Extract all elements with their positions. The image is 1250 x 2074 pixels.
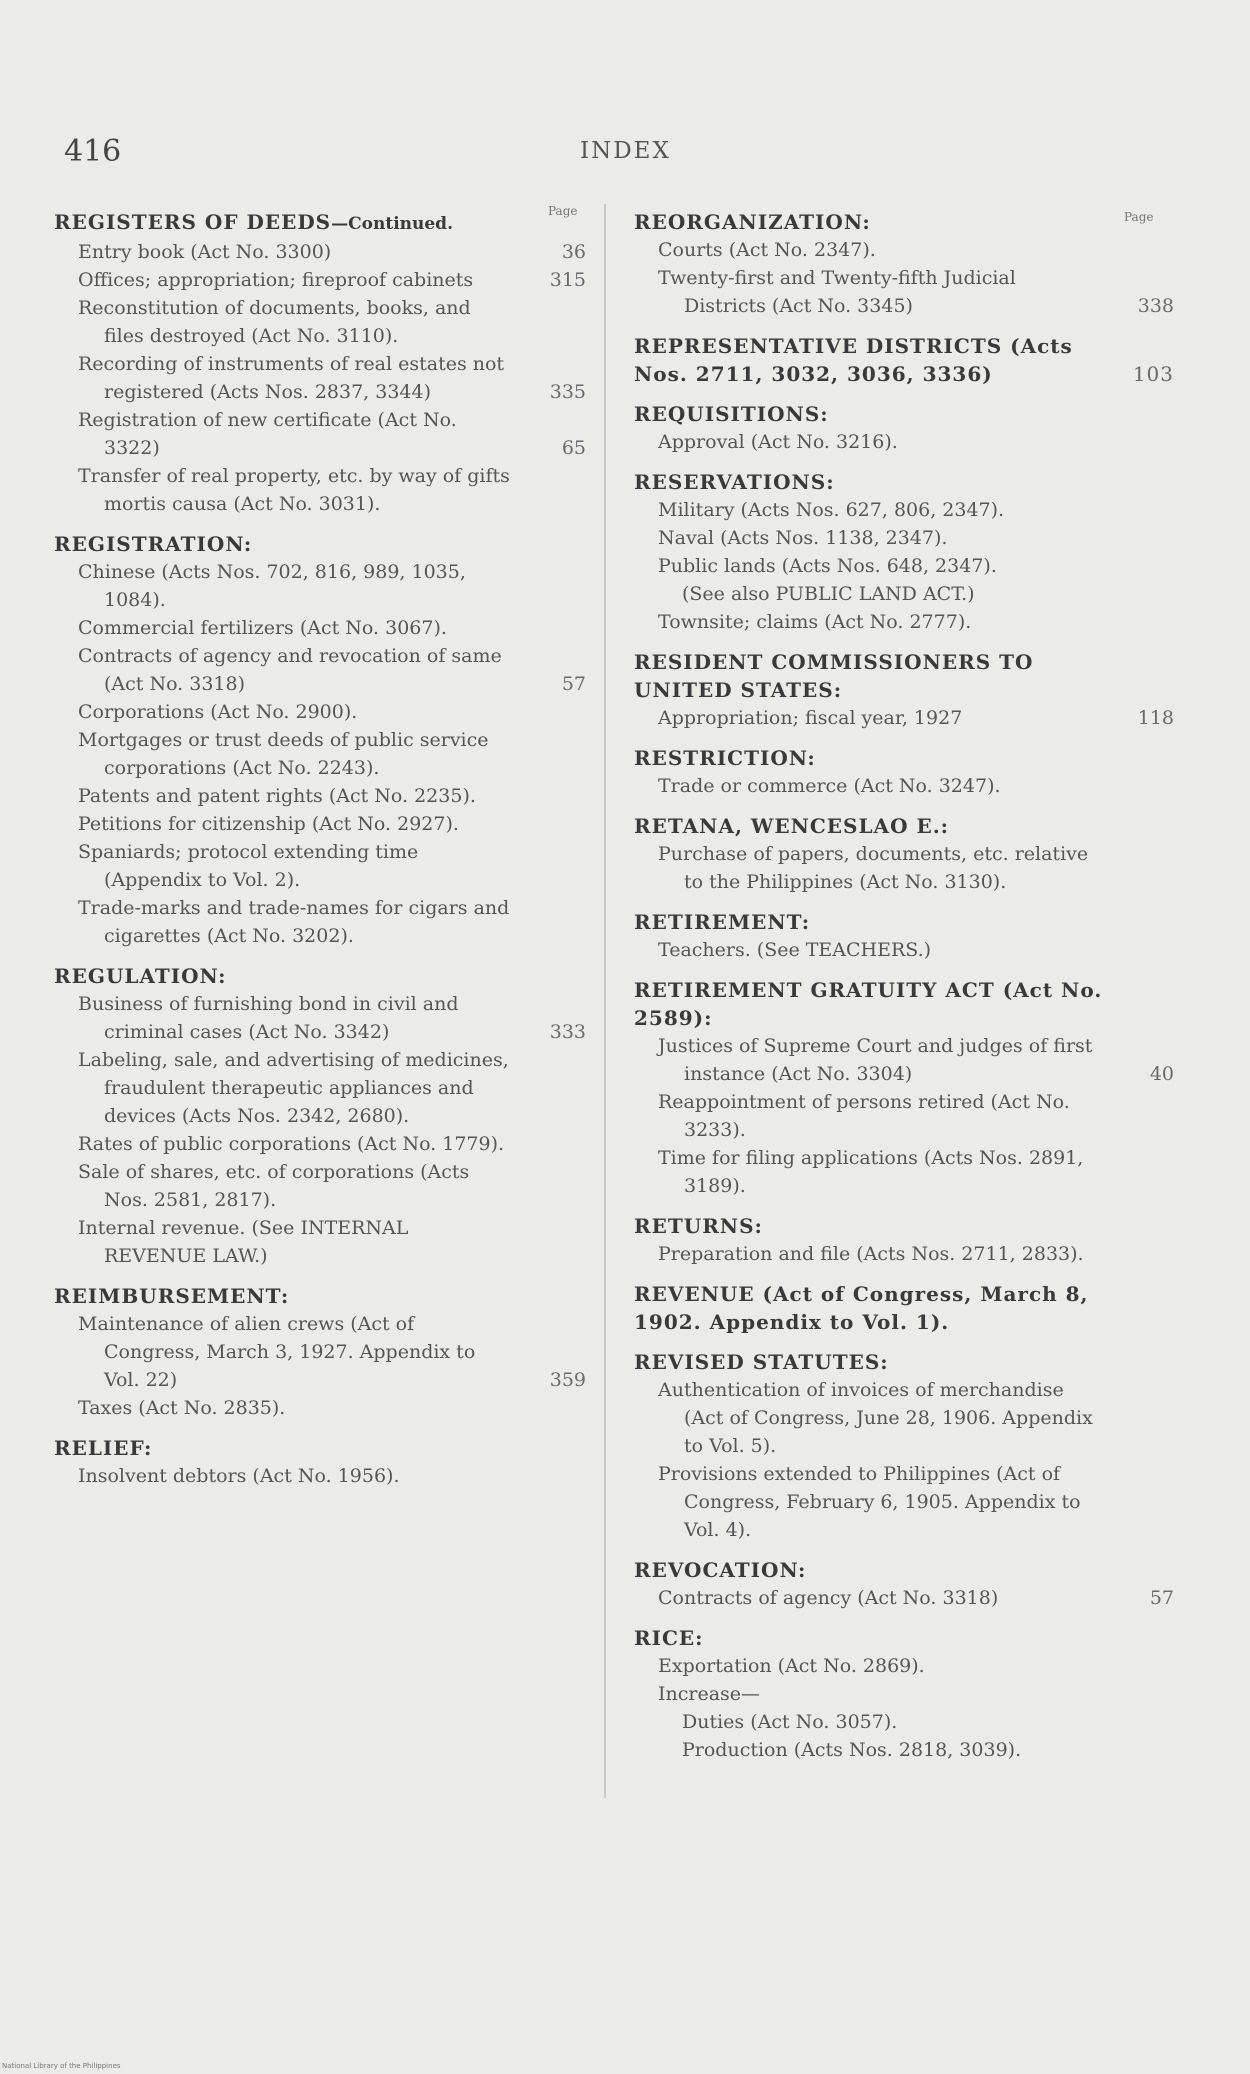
right-column bbox=[634, 196, 1174, 1764]
index-heading bbox=[634, 976, 1174, 1032]
index-entry-list bbox=[634, 428, 1174, 456]
index-entry-list bbox=[634, 496, 1174, 636]
index-entry-text: Public lands (Acts Nos. 648, 2347). bbox=[658, 555, 997, 577]
index-heading bbox=[634, 468, 1174, 496]
index-entry-text: Exportation (Act No. 2869). bbox=[658, 1655, 925, 1677]
index-heading bbox=[634, 744, 1174, 772]
index-entry bbox=[54, 558, 586, 614]
index-entry bbox=[54, 614, 586, 642]
index-entry-text: Teachers. (See TEACHERS.) bbox=[658, 939, 932, 961]
index-entry-list bbox=[634, 704, 1174, 732]
index-entry-text: Trade-marks and trade-names for cigars and cigarettes (Act No. 3202). bbox=[78, 897, 510, 947]
index-entry-text: Internal revenue. (See INTERNAL REVENUE LAW.) bbox=[78, 1217, 409, 1267]
running-head: INDEX bbox=[580, 138, 671, 164]
index-entry bbox=[54, 726, 586, 782]
index-heading-text: RETANA, WENCESLAO E.: bbox=[634, 814, 950, 838]
index-entry-list bbox=[634, 1376, 1174, 1544]
index-heading-text: REQUISITIONS: bbox=[634, 402, 829, 426]
index-entry bbox=[634, 496, 1174, 524]
index-entry-list bbox=[634, 236, 1174, 320]
index-entry bbox=[634, 580, 1174, 608]
index-entry-text: Rates of public corporations (Act No. 1779). bbox=[78, 1133, 505, 1155]
index-entry-list bbox=[54, 1310, 586, 1422]
index-heading-text: REORGANIZATION: bbox=[634, 210, 871, 234]
index-entry-text: Business of furnishing bond in civil and criminal cases (Act No. 3342) bbox=[78, 993, 459, 1043]
index-entry-text: Reappointment of persons retired (Act No. 3233). bbox=[658, 1091, 1070, 1141]
index-heading-text: REIMBURSEMENT: bbox=[54, 1284, 290, 1308]
index-heading bbox=[54, 1434, 586, 1462]
index-entry bbox=[54, 894, 586, 950]
index-entry-text: Justices of Supreme Court and judges of first instance (Act No. 3304) bbox=[658, 1035, 1093, 1085]
index-entry bbox=[54, 1158, 586, 1214]
index-entry bbox=[634, 1144, 1174, 1200]
page-column-label: Page bbox=[1124, 210, 1154, 224]
page-reference: 65 bbox=[561, 437, 586, 459]
index-heading-text: REVISED STATUTES: bbox=[634, 1350, 889, 1374]
index-entry-text: Entry book (Act No. 3300) bbox=[78, 241, 332, 263]
index-heading bbox=[634, 1348, 1174, 1376]
index-entry-text: Courts (Act No. 2347). bbox=[658, 239, 876, 261]
index-entry-text: Spaniards; protocol extending time (Appendix to Vol. 2). bbox=[78, 841, 419, 891]
index-entry-list bbox=[634, 936, 1174, 964]
index-entry-text: Taxes (Act No. 2835). bbox=[78, 1397, 286, 1419]
index-entry-list bbox=[634, 840, 1174, 896]
index-heading bbox=[634, 908, 1174, 936]
index-entry-text: Increase— bbox=[658, 1683, 761, 1705]
index-entry bbox=[54, 1214, 586, 1270]
index-entry-list bbox=[54, 558, 586, 950]
index-entry-text: Mortgages or trust deeds of public service corporations (Act No. 2243). bbox=[78, 729, 489, 779]
index-heading bbox=[634, 1624, 1174, 1652]
index-entry-text: Petitions for citizenship (Act No. 2927). bbox=[78, 813, 459, 835]
index-heading-text: REPRESENTATIVE DISTRICTS (Acts Nos. 2711, 3032, 3036, 3336) bbox=[634, 334, 1073, 386]
index-entry bbox=[54, 462, 586, 518]
index-entry-text: Authentication of invoices of merchandise (Act of Congress, June 28, 1906. Appendix to Vol. 5). bbox=[658, 1379, 1093, 1457]
index-heading-text: REGULATION: bbox=[54, 964, 227, 988]
index-entry bbox=[54, 238, 586, 266]
index-entry bbox=[54, 1310, 586, 1394]
index-entry-text: Trade or commerce (Act No. 3247). bbox=[658, 775, 1001, 797]
index-entry-text: Transfer of real property, etc. by way of gifts mortis causa (Act No. 3031). bbox=[78, 465, 510, 515]
index-entry bbox=[634, 236, 1174, 264]
index-entry-text: Recording of instruments of real estates not registered (Acts Nos. 2837, 3344) bbox=[78, 353, 505, 403]
index-heading-text: RELIEF: bbox=[54, 1436, 153, 1460]
index-entry bbox=[54, 1394, 586, 1422]
index-heading bbox=[634, 400, 1174, 428]
index-entry-text: Preparation and file (Acts Nos. 2711, 2833). bbox=[658, 1243, 1084, 1265]
index-heading bbox=[54, 208, 586, 238]
index-heading bbox=[634, 1556, 1174, 1584]
index-entry-text: Labeling, sale, and advertising of medicines, fraudulent therapeutic appliances and devices (Acts Nos. 2342, 2680). bbox=[78, 1049, 509, 1127]
index-heading-text: REVOCATION: bbox=[634, 1558, 807, 1582]
index-heading bbox=[634, 812, 1174, 840]
index-entry bbox=[634, 1680, 1174, 1708]
index-entry bbox=[54, 1046, 586, 1130]
index-entry bbox=[634, 1376, 1174, 1460]
left-column bbox=[54, 196, 586, 1490]
index-entry-text: Registration of new certificate (Act No. 3322) bbox=[78, 409, 457, 459]
index-heading bbox=[634, 1212, 1174, 1240]
index-entry bbox=[54, 698, 586, 726]
index-heading-text: RESTRICTION: bbox=[634, 746, 816, 770]
index-heading-text: RESIDENT COMMISSIONERS TO UNITED STATES: bbox=[634, 650, 1034, 702]
index-entry bbox=[54, 266, 586, 294]
index-entry bbox=[634, 1584, 1174, 1612]
page-number: 416 bbox=[64, 134, 122, 169]
page-reference: 57 bbox=[561, 673, 586, 695]
index-entry bbox=[634, 936, 1174, 964]
index-entry-list bbox=[54, 990, 586, 1270]
index-entry bbox=[634, 840, 1174, 896]
page-reference: 315 bbox=[549, 269, 586, 291]
index-entry-text: Military (Acts Nos. 627, 806, 2347). bbox=[658, 499, 1005, 521]
index-entry bbox=[54, 294, 586, 350]
index-heading bbox=[54, 530, 586, 558]
index-entry bbox=[54, 406, 586, 462]
index-entry bbox=[54, 782, 586, 810]
index-entry bbox=[634, 704, 1174, 732]
index-heading-text: RETIREMENT: bbox=[634, 910, 811, 934]
index-entry bbox=[634, 1240, 1174, 1268]
index-heading-text: RETIREMENT GRATUITY ACT (Act No. 2589): bbox=[634, 978, 1103, 1030]
index-heading-text: RESERVATIONS: bbox=[634, 470, 835, 494]
index-entry bbox=[634, 524, 1174, 552]
index-entry bbox=[54, 810, 586, 838]
index-entry bbox=[634, 428, 1174, 456]
index-entry-text: Provisions extended to Philippines (Act of Congress, February 6, 1905. Appendix to Vol. 4). bbox=[658, 1463, 1081, 1541]
index-entry-list bbox=[54, 1462, 586, 1490]
index-entry-text: Naval (Acts Nos. 1138, 2347). bbox=[658, 527, 948, 549]
index-entry-text: Townsite; claims (Act No. 2777). bbox=[658, 611, 972, 633]
index-heading bbox=[634, 208, 1174, 236]
index-heading bbox=[634, 332, 1174, 388]
index-heading-text: REGISTRATION: bbox=[54, 532, 253, 556]
index-heading-text: REGISTERS OF DEEDS bbox=[54, 210, 332, 234]
index-entry bbox=[634, 608, 1174, 636]
footer-note: National Library of the Philippines bbox=[2, 2062, 121, 2070]
index-heading bbox=[54, 1282, 586, 1310]
index-entry-text: Commercial fertilizers (Act No. 3067). bbox=[78, 617, 447, 639]
index-entry bbox=[634, 772, 1174, 800]
index-entry bbox=[634, 1460, 1174, 1544]
index-entry-list bbox=[54, 238, 586, 518]
index-entry bbox=[634, 1652, 1174, 1680]
index-entry-text: Duties (Act No. 3057). bbox=[682, 1711, 898, 1733]
index-entry-list bbox=[634, 1652, 1174, 1764]
page-reference: 103 bbox=[1132, 362, 1174, 386]
index-heading bbox=[634, 648, 1174, 704]
index-entry bbox=[634, 1736, 1174, 1764]
index-entry-text: Purchase of papers, documents, etc. relative to the Philippines (Act No. 3130). bbox=[658, 843, 1089, 893]
page-reference: 118 bbox=[1137, 707, 1174, 729]
index-entry-list bbox=[634, 1032, 1174, 1200]
page-reference: 338 bbox=[1137, 295, 1174, 317]
index-entry-text: Approval (Act No. 3216). bbox=[658, 431, 898, 453]
index-heading bbox=[54, 962, 586, 990]
index-entry-text: (See also PUBLIC LAND ACT.) bbox=[682, 583, 975, 605]
index-entry-text: Sale of shares, etc. of corporations (Acts Nos. 2581, 2817). bbox=[78, 1161, 470, 1211]
index-entry bbox=[54, 838, 586, 894]
index-entry-text: Time for filing applications (Acts Nos. 2891, 3189). bbox=[658, 1147, 1084, 1197]
index-entry-text: Production (Acts Nos. 2818, 3039). bbox=[682, 1739, 1022, 1761]
page-reference: 335 bbox=[549, 381, 586, 403]
index-entry-text: Appropriation; fiscal year, 1927 bbox=[658, 707, 963, 729]
index-entry-text: Reconstitution of documents, books, and files destroyed (Act No. 3110). bbox=[78, 297, 471, 347]
continued-label: —Continued. bbox=[331, 214, 453, 234]
index-entry-text: Offices; appropriation; fireproof cabinets bbox=[78, 269, 474, 291]
index-entry-text: Insolvent debtors (Act No. 1956). bbox=[78, 1465, 400, 1487]
index-entry bbox=[634, 1088, 1174, 1144]
page-reference: 40 bbox=[1149, 1063, 1174, 1085]
index-entry-text: Corporations (Act No. 2900). bbox=[78, 701, 358, 723]
index-entry bbox=[634, 1032, 1174, 1088]
index-entry bbox=[54, 350, 586, 406]
index-entry-list bbox=[634, 772, 1174, 800]
index-entry-text: Patents and patent rights (Act No. 2235). bbox=[78, 785, 476, 807]
index-entry-list bbox=[634, 1584, 1174, 1612]
index-entry bbox=[634, 552, 1174, 580]
index-entry-text: Maintenance of alien crews (Act of Congress, March 3, 1927. Appendix to Vol. 22) bbox=[78, 1313, 476, 1391]
page-reference: 359 bbox=[549, 1369, 586, 1391]
index-entry bbox=[634, 264, 1174, 320]
column-divider bbox=[604, 204, 606, 1798]
page-reference: 57 bbox=[1149, 1587, 1174, 1609]
index-heading-text: RETURNS: bbox=[634, 1214, 763, 1238]
page-column-label: Page bbox=[548, 204, 578, 218]
page-reference: 333 bbox=[549, 1021, 586, 1043]
index-entry bbox=[54, 1130, 586, 1158]
index-entry-text: Contracts of agency and revocation of same (Act No. 3318) bbox=[78, 645, 502, 695]
index-heading-text: RICE: bbox=[634, 1626, 704, 1650]
index-entry-text: Contracts of agency (Act No. 3318) bbox=[658, 1587, 999, 1609]
page-reference: 36 bbox=[561, 241, 586, 263]
index-entry-list bbox=[634, 1240, 1174, 1268]
index-entry bbox=[54, 990, 586, 1046]
index-heading-text: REVENUE (Act of Congress, March 8, 1902. Appendix to Vol. 1). bbox=[634, 1282, 1089, 1334]
index-heading bbox=[634, 1280, 1174, 1336]
index-entry bbox=[54, 1462, 586, 1490]
index-entry-text: Chinese (Acts Nos. 702, 816, 989, 1035, 1084). bbox=[78, 561, 466, 611]
index-entry bbox=[634, 1708, 1174, 1736]
index-entry-text: Twenty-first and Twenty-fifth Judicial Districts (Act No. 3345) bbox=[658, 267, 1016, 317]
index-entry bbox=[54, 642, 586, 698]
